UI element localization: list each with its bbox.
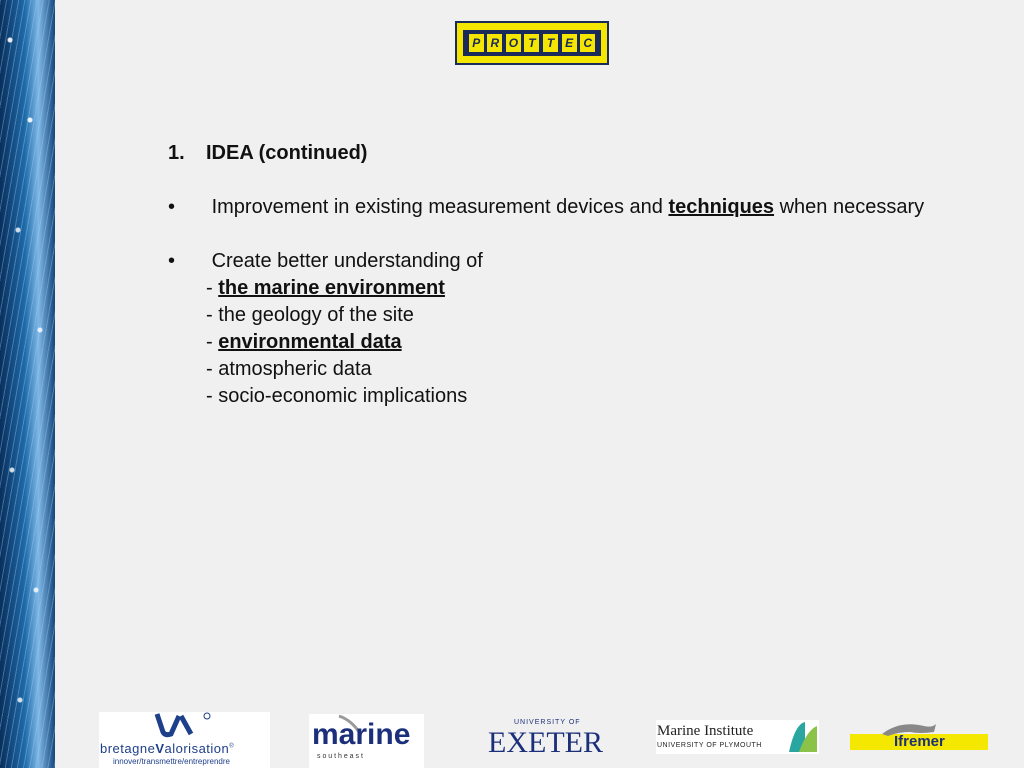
university-of-exeter-logo: [486, 718, 601, 768]
bullet-text: [206, 194, 924, 221]
bullet-text-before: Improvement in existing measurement devices and: [211, 196, 669, 218]
logo-letter: P: [469, 34, 484, 52]
slide-content: [168, 140, 958, 410]
bullet-intro: Create better understanding of: [211, 250, 483, 272]
bullet-understanding: [168, 248, 958, 410]
logo-letter: R: [487, 34, 502, 52]
bretagne-valorisation-logo: [99, 712, 270, 768]
heading-text: IDEA (continued): [206, 142, 368, 164]
logo-letter: C: [580, 34, 595, 52]
protec-logo-inner: [463, 30, 601, 56]
bretagne-logo-tagline: innover/transmettre/entreprendre: [113, 757, 230, 766]
bullet-icon: •: [168, 196, 176, 218]
logo-letter: E: [562, 34, 577, 52]
exeter-logo-top: UNIVERSITY OF: [514, 719, 581, 726]
marine-southeast-logo: [309, 714, 424, 768]
protec-logo: [455, 21, 609, 65]
marine-institute-text: Marine Institute: [657, 723, 754, 739]
ifremer-logo: [850, 720, 988, 752]
sub-item-environmental-data: - environmental data: [206, 331, 402, 353]
sub-item-atmospheric-data: - atmospheric data: [206, 358, 372, 380]
logo-letter: T: [524, 34, 539, 52]
logo-letter: O: [506, 34, 521, 52]
bretagne-logo-text: bretagneValorisation®: [100, 741, 235, 756]
decorative-fiber-optic-strip: [0, 0, 55, 768]
heading-number: 1.: [168, 142, 185, 164]
logo-letter: T: [543, 34, 558, 52]
bullet-icon: •: [168, 250, 176, 272]
bullet-improvement: [168, 194, 958, 221]
sub-item-socio-economic: - socio-economic implications: [206, 385, 468, 407]
ifremer-text: Ifremer: [894, 733, 945, 750]
marine-logo-text: marine: [312, 718, 411, 751]
sub-item-marine-environment: - the marine environment: [206, 277, 445, 299]
marine-institute-logo: [656, 720, 819, 754]
marine-logo-subtext: s o u t h e a s t: [317, 753, 363, 760]
emphasis-techniques: techniques: [668, 196, 775, 218]
sub-item-geology: - the geology of the site: [206, 304, 414, 326]
marine-institute-subtext: UNIVERSITY OF PLYMOUTH: [657, 742, 762, 749]
marine-institute-wave-icon: [785, 720, 819, 754]
bullet-text-after: when necessary: [774, 196, 925, 218]
section-heading: [168, 140, 958, 167]
exeter-logo-text: EXETER: [488, 726, 603, 759]
